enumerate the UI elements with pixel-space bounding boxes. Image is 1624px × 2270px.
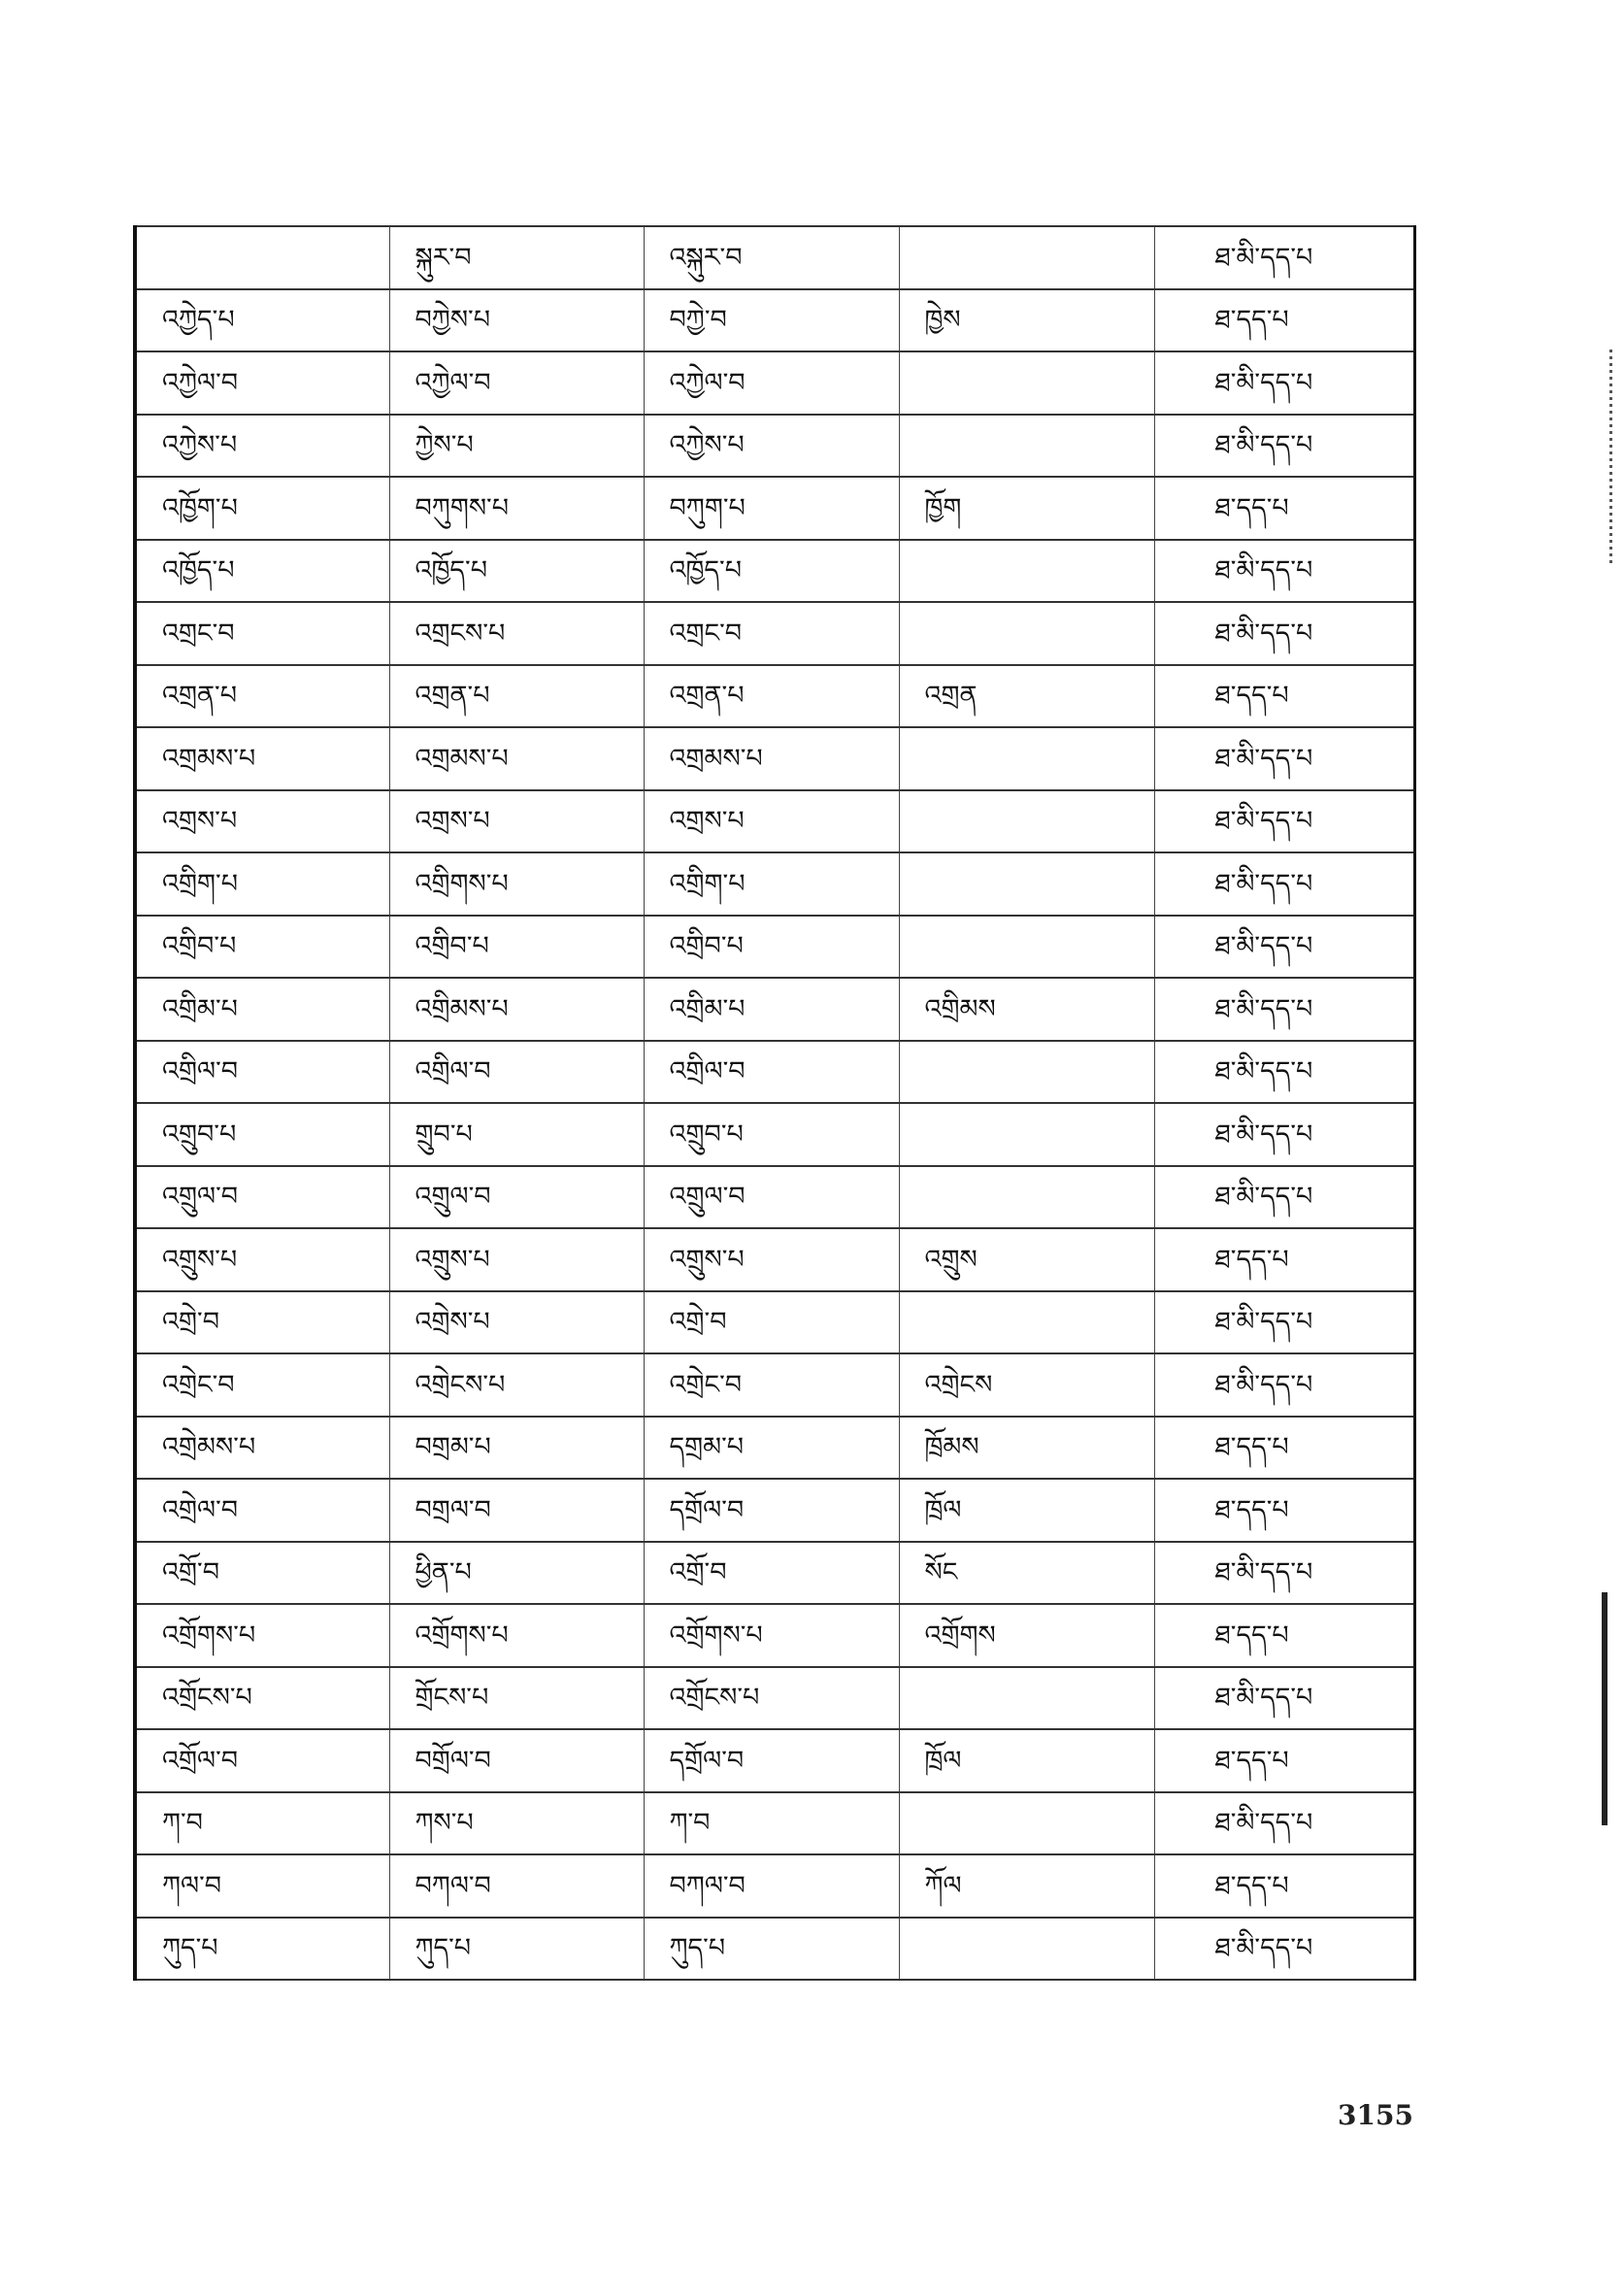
- table-cell: ཐ་མི་དད་པ: [1154, 916, 1414, 979]
- table-row: [135, 1854, 1414, 1918]
- table-cell: འགྲུས: [899, 1228, 1154, 1291]
- table-row: [135, 351, 1414, 415]
- table-cell: ཁྲོལ: [899, 1729, 1154, 1792]
- table-row: [135, 1353, 1414, 1417]
- table-cell: འགྲན་པ: [135, 665, 389, 728]
- table-cell: ཐ་དད་པ: [1154, 1854, 1414, 1918]
- table-cell: འགྲན་པ: [389, 665, 644, 728]
- table-cell: [899, 226, 1154, 289]
- table-cell: ཀུད་པ: [135, 1918, 389, 1981]
- table-row: [135, 226, 1414, 289]
- table-cell: ཐ་མི་དད་པ: [1154, 351, 1414, 415]
- table-cell: འཁྱོད་པ: [135, 540, 389, 603]
- table-cell: ཁྱོག: [899, 477, 1154, 540]
- table-cell: ཐ་མི་དད་པ: [1154, 540, 1414, 603]
- table-cell: འགྲུབ་པ: [644, 1103, 899, 1166]
- table-cell: [899, 916, 1154, 979]
- table-cell: འགྲུས་པ: [389, 1228, 644, 1291]
- table-cell: ཀལ་བ: [135, 1854, 389, 1918]
- table-row: [135, 477, 1414, 540]
- table-cell: འགྲོ་བ: [644, 1542, 899, 1605]
- table-cell: བཀྱེས་པ: [389, 289, 644, 352]
- table-cell: [899, 602, 1154, 665]
- table-cell: ཐ་དད་པ: [1154, 1417, 1414, 1480]
- table-cell: འགྲིག་པ: [135, 852, 389, 916]
- table-cell: འགྲིབ་པ: [644, 916, 899, 979]
- table-cell: དགྲམ་པ: [644, 1417, 899, 1480]
- table-cell: ཐ་མི་དད་པ: [1154, 1667, 1414, 1730]
- table-row: [135, 1667, 1414, 1730]
- table-cell: ཀས་པ: [389, 1792, 644, 1855]
- table-cell: བཀུགས་པ: [389, 477, 644, 540]
- table-cell: ཀ་བ: [644, 1792, 899, 1855]
- table-cell: ཀྱེས་པ: [389, 415, 644, 478]
- table-cell: [899, 1291, 1154, 1354]
- table-cell: འགྲིལ་བ: [135, 1041, 389, 1104]
- table-cell: བཀུག་པ: [644, 477, 899, 540]
- table-cell: [899, 727, 1154, 790]
- table-row: [135, 790, 1414, 853]
- table-cell: འགྲོགས: [899, 1604, 1154, 1667]
- table-row: [135, 978, 1414, 1041]
- table-cell: ཐ་དད་པ: [1154, 1479, 1414, 1542]
- table-cell: ཐ་དད་པ: [1154, 477, 1414, 540]
- table-row: [135, 1103, 1414, 1166]
- table-cell: ཐ་མི་དད་པ: [1154, 978, 1414, 1041]
- table-row: [135, 1918, 1414, 1981]
- table-cell: འཀྱེས་པ: [644, 415, 899, 478]
- table-cell: འགྲུས་པ: [135, 1228, 389, 1291]
- page-edge-bar: [1602, 1592, 1607, 1825]
- table-cell: བཀལ་བ: [644, 1854, 899, 1918]
- table-cell: སོང: [899, 1542, 1154, 1605]
- table-cell: འགྲན: [899, 665, 1154, 728]
- table-cell: འགྲུལ་བ: [644, 1166, 899, 1229]
- table-cell: འགྲིམ་པ: [644, 978, 899, 1041]
- table-cell: ཐ་མི་དད་པ: [1154, 790, 1414, 853]
- table-cell: [899, 1166, 1154, 1229]
- verb-conjugation-table: [133, 225, 1416, 1981]
- table-cell: འགྲུས་པ: [644, 1228, 899, 1291]
- table-cell: འགྲེངས: [899, 1353, 1154, 1417]
- table-cell: འགྲེང་བ: [644, 1353, 899, 1417]
- table-cell: འགྲེངས་པ: [389, 1353, 644, 1417]
- table-cell: ཐ་མི་དད་པ: [1154, 1041, 1414, 1104]
- table-row: [135, 1604, 1414, 1667]
- table-cell: ཐ་མི་དད་པ: [1154, 1103, 1414, 1166]
- table-cell: འགྲོལ་བ: [135, 1729, 389, 1792]
- table-row: [135, 1291, 1414, 1354]
- table-cell: བགྲོལ་བ: [389, 1729, 644, 1792]
- table-cell: འགྲས་པ: [644, 790, 899, 853]
- table-cell: ཐ་མི་དད་པ: [1154, 602, 1414, 665]
- table-cell: འཀྱེལ་བ: [135, 351, 389, 415]
- table-cell: འགྲིལ་བ: [389, 1041, 644, 1104]
- table-cell: འགྲིགས་པ: [389, 852, 644, 916]
- table-cell: འགྲམས་པ: [135, 727, 389, 790]
- table-cell: [899, 1918, 1154, 1981]
- table-row: [135, 415, 1414, 478]
- table-cell: [899, 1103, 1154, 1166]
- table-cell: འགྲས་པ: [135, 790, 389, 853]
- table-cell: འགྲོངས་པ: [644, 1667, 899, 1730]
- table-cell: ཐ་མི་དད་པ: [1154, 226, 1414, 289]
- table-cell: [899, 1041, 1154, 1104]
- table-cell: ཐ་མི་དད་པ: [1154, 1166, 1414, 1229]
- table-cell: ཁྲོམས: [899, 1417, 1154, 1480]
- table-cell: འགྲམས་པ: [644, 727, 899, 790]
- table-cell: [135, 226, 389, 289]
- table-cell: དགྲོལ་བ: [644, 1479, 899, 1542]
- table-cell: འགྲིབ་པ: [135, 916, 389, 979]
- table-cell: གྲོངས་པ: [389, 1667, 644, 1730]
- table-cell: ཐ་མི་དད་པ: [1154, 852, 1414, 916]
- table-cell: བཀྱེ་བ: [644, 289, 899, 352]
- table-cell: ཀོལ: [899, 1854, 1154, 1918]
- table-cell: འགྲེང་བ: [135, 1353, 389, 1417]
- table-cell: འགྲེམས་པ: [135, 1417, 389, 1480]
- table-cell: འགྲིམས་པ: [389, 978, 644, 1041]
- table-row: [135, 727, 1414, 790]
- table-cell: [899, 415, 1154, 478]
- table-cell: བཀལ་བ: [389, 1854, 644, 1918]
- table-cell: ཀ་བ: [135, 1792, 389, 1855]
- table-cell: ཐ་དད་པ: [1154, 1604, 1414, 1667]
- table-cell: འགྲང་བ: [644, 602, 899, 665]
- table-cell: [899, 790, 1154, 853]
- table-cell: ཀུད་པ: [644, 1918, 899, 1981]
- table-cell: འགྲེས་པ: [389, 1291, 644, 1354]
- table-row: [135, 916, 1414, 979]
- table-row: [135, 602, 1414, 665]
- table-cell: ཁྱེས: [899, 289, 1154, 352]
- table-cell: བགྲལ་བ: [389, 1479, 644, 1542]
- table-cell: འགྲུལ་བ: [389, 1166, 644, 1229]
- table-cell: འཁྱོད་པ: [389, 540, 644, 603]
- table-cell: སྐུར་བ: [389, 226, 644, 289]
- table-cell: ཀུད་པ: [389, 1918, 644, 1981]
- table-cell: ཐ་མི་དད་པ: [1154, 727, 1414, 790]
- table-cell: འཁྱོད་པ: [644, 540, 899, 603]
- table-cell: འགྲས་པ: [389, 790, 644, 853]
- table-row: [135, 1542, 1414, 1605]
- table-cell: ཐ་དད་པ: [1154, 1729, 1414, 1792]
- table-cell: གྲུབ་པ: [389, 1103, 644, 1166]
- table-cell: འཀྱེད་པ: [135, 289, 389, 352]
- table-cell: འསྐུར་བ: [644, 226, 899, 289]
- table-cell: འཀྱེལ་བ: [644, 351, 899, 415]
- table-cell: འགྲོངས་པ: [135, 1667, 389, 1730]
- table-cell: འགྲངས་པ: [389, 602, 644, 665]
- table-row: [135, 852, 1414, 916]
- table-row: [135, 1041, 1414, 1104]
- table-cell: ཐ་དད་པ: [1154, 665, 1414, 728]
- page-number: 3155: [1338, 2099, 1413, 2131]
- table-cell: ཐ་མི་དད་པ: [1154, 1291, 1414, 1354]
- table-row: [135, 1166, 1414, 1229]
- table-cell: འགྲང་བ: [135, 602, 389, 665]
- table-cell: [899, 351, 1154, 415]
- table-cell: འགྲུབ་པ: [135, 1103, 389, 1166]
- table-body: [135, 226, 1414, 1980]
- table-row: [135, 1792, 1414, 1855]
- table-cell: ཐ་མི་དད་པ: [1154, 1353, 1414, 1417]
- table-row: [135, 1729, 1414, 1792]
- page-edge-mark: [1609, 350, 1612, 563]
- table-cell: འགྲམས་པ: [389, 727, 644, 790]
- table-row: [135, 289, 1414, 352]
- table-row: [135, 1228, 1414, 1291]
- table-cell: འགྲིལ་བ: [644, 1041, 899, 1104]
- table-cell: འགྲེལ་བ: [135, 1479, 389, 1542]
- table-cell: [899, 1792, 1154, 1855]
- table-row: [135, 1417, 1414, 1480]
- table-cell: དགྲོལ་བ: [644, 1729, 899, 1792]
- table-cell: འགྲོ་བ: [135, 1542, 389, 1605]
- table-row: [135, 540, 1414, 603]
- table-row: [135, 1479, 1414, 1542]
- table-cell: [899, 540, 1154, 603]
- table-cell: ཐ་མི་དད་པ: [1154, 1918, 1414, 1981]
- table-cell: འགྲོགས་པ: [389, 1604, 644, 1667]
- table-cell: ཐ་མི་དད་པ: [1154, 1792, 1414, 1855]
- table-cell: འགྲིག་པ: [644, 852, 899, 916]
- table-cell: ཐ་མི་དད་པ: [1154, 415, 1414, 478]
- table-cell: འགྲན་པ: [644, 665, 899, 728]
- table-cell: འགྲུལ་བ: [135, 1166, 389, 1229]
- table-cell: ཁྲོལ: [899, 1479, 1154, 1542]
- table-cell: [899, 1667, 1154, 1730]
- table-cell: ཐ་དད་པ: [1154, 289, 1414, 352]
- table-cell: ཕྱིན་པ: [389, 1542, 644, 1605]
- table-cell: འཀྱེལ་བ: [389, 351, 644, 415]
- table-cell: [899, 852, 1154, 916]
- table-cell: འཁྱོག་པ: [135, 477, 389, 540]
- table-cell: འགྲིམ་པ: [135, 978, 389, 1041]
- table-cell: འཀྱེས་པ: [135, 415, 389, 478]
- table-cell: འགྲེ་བ: [135, 1291, 389, 1354]
- table-cell: འགྲེ་བ: [644, 1291, 899, 1354]
- table-cell: འགྲོགས་པ: [644, 1604, 899, 1667]
- table-row: [135, 665, 1414, 728]
- table-cell: འགྲིབ་པ: [389, 916, 644, 979]
- table-cell: འགྲིམས: [899, 978, 1154, 1041]
- table-cell: ཐ་དད་པ: [1154, 1228, 1414, 1291]
- table-cell: ཐ་མི་དད་པ: [1154, 1542, 1414, 1605]
- table-cell: འགྲོགས་པ: [135, 1604, 389, 1667]
- table-cell: བགྲམ་པ: [389, 1417, 644, 1480]
